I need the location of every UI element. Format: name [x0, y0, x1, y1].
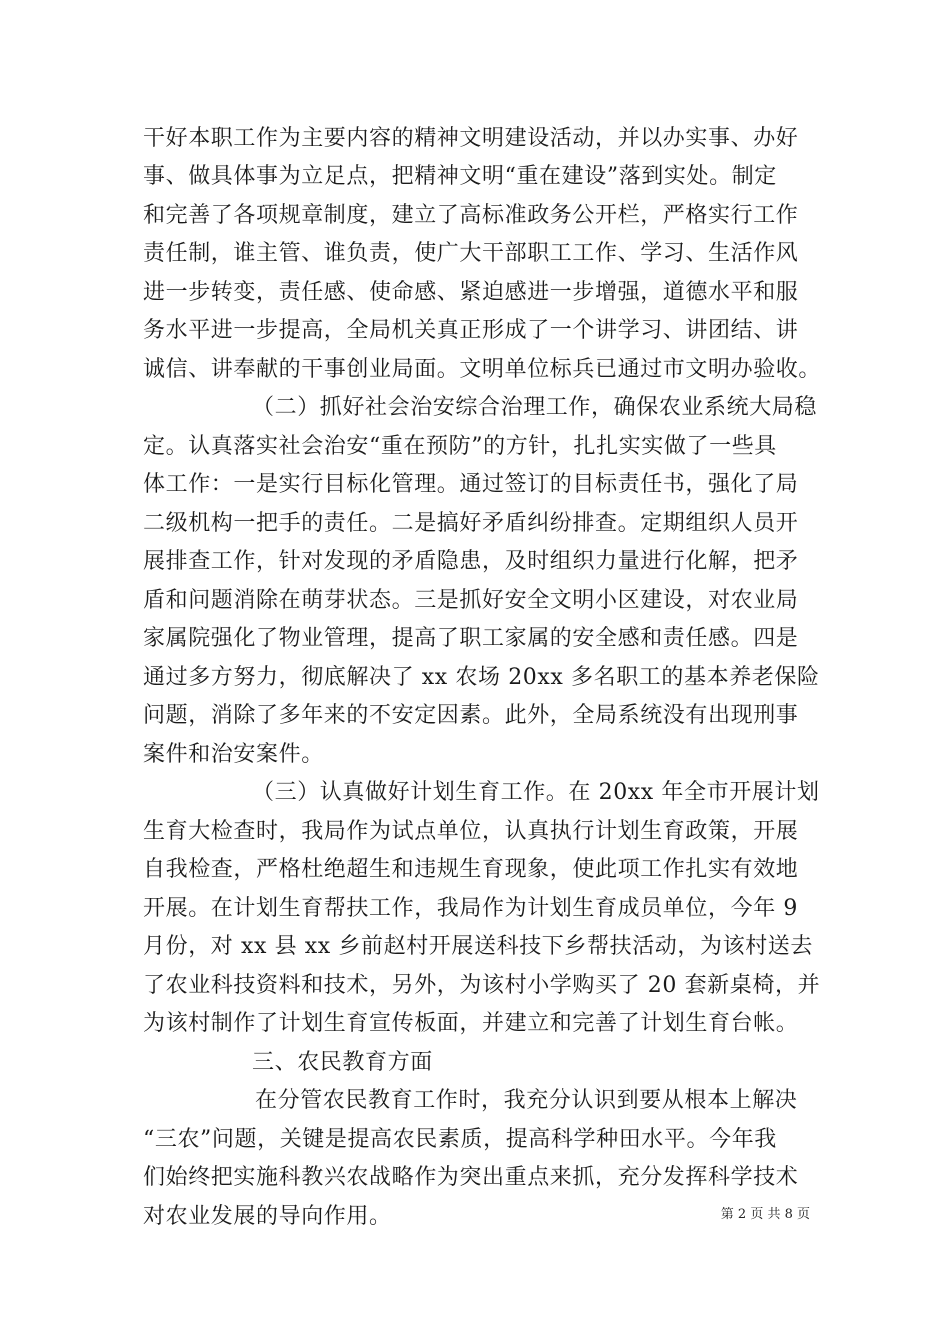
text-line: 进一步转变，责任感、使命感、紧迫感进一步增强，道德水平和服 — [143, 280, 799, 305]
text-line: 在分管农民教育工作时，我充分认识到要从根本上解决 — [255, 1088, 798, 1113]
text-line: 了农业科技资料和技术，另外，为该村小学购买了 20 套新桌椅，并 — [143, 973, 821, 998]
text-line: 展排查工作，针对发现的矛盾隐患，及时组织力量进行化解，把矛 — [143, 549, 799, 574]
text-line: 盾和问题消除在萌芽状态。三是抓好安全文明小区建设，对农业局 — [143, 588, 799, 613]
text-line: 二级机构一把手的责任。二是搞好矛盾纠纷排查。定期组织人员开 — [143, 511, 799, 536]
text-line: 开展。在计划生育帮扶工作，我局作为计划生育成员单位，今年 9 — [143, 896, 798, 921]
text-line: 和完善了各项规章制度，建立了高标准政务公开栏，严格实行工作 — [143, 203, 799, 228]
text-line: 务水平进一步提高，全局机关真正形成了一个讲学习、讲团结、讲 — [143, 318, 799, 343]
text-line: 家属院强化了物业管理，提高了职工家属的安全感和责任感。四是 — [143, 626, 799, 651]
text-line: 问题，消除了多年来的不安定因素。此外，全局系统没有出现刑事 — [143, 703, 799, 728]
text-line: 通过多方努力，彻底解决了 xx 农场 20xx 多名职工的基本养老保险 — [143, 665, 820, 690]
text-line: 案件和治安案件。 — [143, 742, 324, 767]
text-line: 对农业发展的导向作用。 — [143, 1204, 392, 1229]
text-line: 定。认真落实社会治安“重在预防”的方针，扎扎实实做了一些具 — [143, 434, 777, 459]
text-line: “三农”问题，关键是提高农民素质，提高科学种田水平。今年我 — [143, 1127, 777, 1152]
text-line: （二）抓好社会治安综合治理工作，确保农业系统大局稳 — [252, 395, 818, 420]
text-line: 诚信、讲奉献的干事创业局面。文明单位标兵已通过市文明办验收。 — [143, 357, 822, 382]
section-heading: 三、农民教育方面 — [252, 1050, 433, 1075]
text-line: （三）认真做好计划生育工作。在 20xx 年全市开展计划 — [252, 780, 820, 805]
text-line: 们始终把实施科教兴农战略作为突出重点来抓，充分发挥科学技术 — [143, 1165, 799, 1190]
text-line: 为该村制作了计划生育宣传板面，并建立和完善了计划生育台帐。 — [143, 1011, 799, 1036]
text-line: 月份，对 xx 县 xx 乡前赵村开展送科技下乡帮扶活动，为该村送去 — [143, 934, 814, 959]
text-line: 干好本职工作为主要内容的精神文明建设活动，并以办实事、办好 — [143, 126, 799, 151]
text-line: 生育大检查时，我局作为试点单位，认真执行计划生育政策，开展 — [143, 819, 799, 844]
text-line: 责任制，谁主管、谁负责，使广大干部职工工作、学习、生活作风 — [143, 241, 799, 266]
text-line: 自我检查，严格杜绝超生和违规生育现象，使此项工作扎实有效地 — [143, 857, 799, 882]
text-line: 体工作：一是实行目标化管理。通过签订的目标责任书，强化了局 — [143, 472, 799, 497]
text-line: 事、做具体事为立足点，把精神文明“重在建设”落到实处。制定 — [143, 164, 777, 189]
page-number-footer: 第 2 页 共 8 页 — [720, 1207, 810, 1222]
